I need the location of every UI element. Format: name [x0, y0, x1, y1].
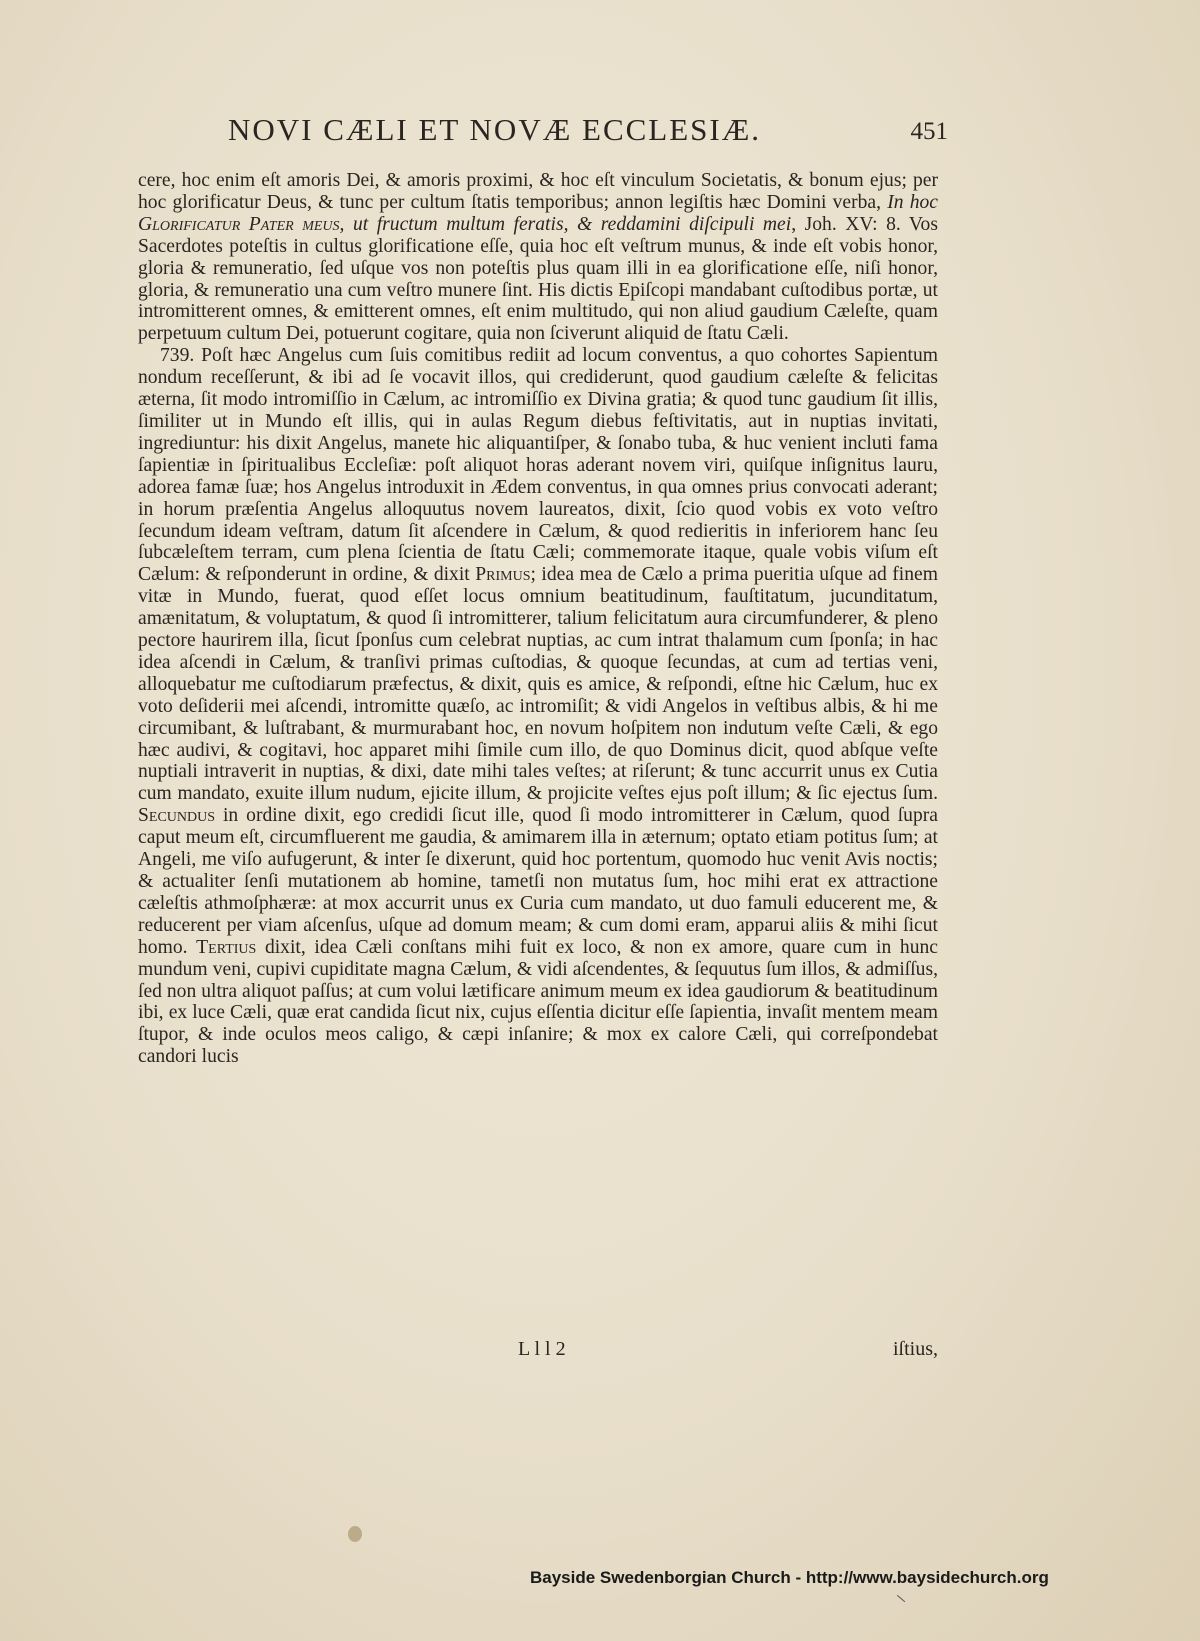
small-caps-quote: Glorificatur Pater meus [138, 213, 340, 235]
text-run: ; idea mea de Cælo a prima pueritia uſque ad finem vitæ in Mundo, fuerat, quod eſſet locus omnium beatitudinum, fauſtitatum, jucunditatum, amænitatum, & voluptatum, & quod ſi intromitterer, talium felicitatum aura circumfunderer, & pleno pectore haurirem illa, ſicut ſponſus cum celebrat nuptias, ac cum intrat thalamum cum ſponſa; in hac idea aſcendi in Cælum, & tranſivi primas cuſtodias, & quoque ſecundas, at cum ad tertias veni, alloquebatur me cuſtodiarum præfectus, & dixit, quis es amice, & reſpondi, eſtne hic Cælum, huc ex voto deſiderii mei aſcendi, intromitte quæſo, ac intromiſit; & vidi Angelos in veſtibus albis, & hi me circumibant, & luſtrabant, & murmurabant hoc, en novum hoſpitem non indutum veſte Cæli, & ego hæc audivi, & cogitavi, hoc apparet mihi ſimile cum illo, de quo Dominus dicit, quod abſque veſte nuptiali intraverit in nuptias, & dixi, date mihi tales veſtes; at riſerunt; & tunc accurrit unus ex Cutia cum mandato, exuite illum nudum, ejicite illum, & projicite veſtes ejus poſt illum; & ſic ejectus ſum. [138, 564, 938, 805]
paragraph-continued [138, 170, 938, 345]
text-run: 739. Poſt hæc Angelus cum ſuis comitibus rediit ad locum conventus, a quo cohortes Sapientum nondum receſſerunt, & ibi ad ſe vocavit illos, qui crediderunt, quod gaudium cæleſte & felicitas æterna, ſit modo intromiſſio in Cælum, ac intromiſſio ex Divina gratia; & quod tunc gaudium ſit illis, ſimiliter ut in Mundo eſt illis, qui in aulas Regum diebus feſtivitatis, aut in nuptias invitati, ingrediuntur: his dixit Angelus, manete hic aliquantiſper, & ſonabo tuba, & huc venient incluti fama ſapientiæ in ſpiritualibus Eccleſiæ: poſt aliquot horas aderant novem viri, quiſque inſignitus lauru, adorea famæ ſuæ; hos Angelus introduxit in Ædem conventus, in qua omnes prius convocati aderant; in horum præſentia Angelus alloquutus novem laureatos, dixit, ſcio quod vobis ex voto veſtro ſecundum ideam veſtram, datum ſit aſcendere in Cælum, & quod redieritis in inferiorem hanc ſeu ſubcæleſtem terram, cum plena ſcientia de ſtatu Cæli; commemorate itaque, quale vobis viſum eſt Cælum: & reſponderunt in ordine, & dixit [138, 345, 938, 586]
text-run: , Joh. XV: 8. Vos Sacerdotes poteſtis in cultus glorificatione eſſe, quia hoc eſt veſtrum munus, & inde eſt vobis honor, gloria & remuneratio, ſed uſque vos non poteſtis plus quam illi in ea glorificatione eſſe, niſi honor, gloria, & remuneratio una cum veſtro munere ſint. His dictis Epiſcopi mandabant cuſtodibus portæ, ut intromitterent omnes, & emitterent omnes, eſt enim multitudo, qui non aliud gaudium Cæleſte, quam perpetuum cultum Dei, potuerunt cogitare, quia non ſciverunt aliquid de ſtatu Cæli. [138, 213, 938, 345]
text-run: , ut fructum multum feratis, & reddamini diſcipuli mei [339, 213, 792, 235]
text-run: dixit, idea Cæli conſtans mihi fuit ex loco, & non ex amore, quare cum in hunc mundum veni, cupivi cupiditate magna Cælum, & vidi aſcendentes, & ſequutus ſum illos, & admiſſus, ſed non ultra aliquot paſſus; at cum volui lætificare animum meum ex idea gaudiorum & beatitudinum ibi, ex luce Cæli, quæ erat candida ſicut nix, cujus eſſentia dicitur eſſe ſapientia, invaſit mentem meam ſtupor, & inde oculos meos caligo, & cæpi inſanire; & mox ex calore Cæli, qui correſpondebat candori lucis [138, 936, 939, 1068]
scan-mark [897, 1595, 905, 1602]
page-footer [138, 1338, 938, 1362]
page-header [228, 112, 948, 156]
body-text [138, 170, 938, 1068]
speaker-primus: Primus [475, 564, 531, 586]
running-title: NOVI CÆLI ET NOVÆ ECCLESIÆ. [228, 112, 762, 147]
speaker-tertius: Tertius [196, 936, 257, 958]
signature-mark: L l l 2 [518, 1338, 566, 1360]
paper-stain [348, 1526, 362, 1542]
speaker-secundus: Secundus [138, 805, 216, 827]
page-number: 451 [910, 118, 948, 145]
text-run: cere, hoc enim eſt amoris Dei, & amoris proximi, & hoc eſt vinculum Societatis, & bonum ejus; per hoc glorificatur Deus, & tunc per cultum ſtatis temporibus; annon legiſtis hæc Domini verba, [138, 170, 938, 213]
site-watermark: Bayside Swedenborgian Church - http://www.baysidechurch.org [530, 1568, 1049, 1587]
paragraph-739 [138, 345, 938, 1068]
text-run: in ordine dixit, ego credidi ſicut ille, quod ſi modo intromitterer in Cælum, quod ſupra caput meum eſt, circumfluerent me gaudia, & amimarem illa in æternum; optato etiam potitus ſum; at Angeli, me viſo aufugerunt, & inter ſe dixerunt, quid hoc portentum, quomodo huc venit Avis noctis; & actualiter ſenſi mutationem ab homine, tametſi non mutatus ſum, hoc mihi erat ex attractione cæleſtis athmoſphæræ: at mox accurrit unus ex Curia cum mandato, ut duo famuli educerent me, & reducerent per viam aſcenſus, uſque ad domum meam; & cum domi eram, apparui aliis & mihi ſicut homo. [138, 805, 938, 958]
text-run: In hoc [887, 191, 938, 213]
catchword: iſtius, [892, 1338, 938, 1360]
